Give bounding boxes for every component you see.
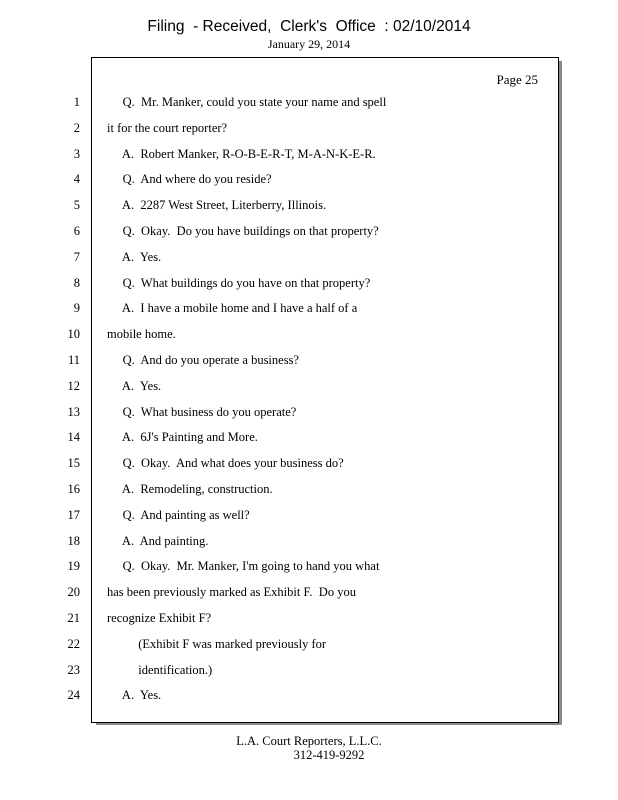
line-number: 3 (73, 147, 80, 161)
line-text: A. 6J's Painting and More. (107, 430, 258, 444)
line-number: 17 (67, 508, 80, 522)
line-number: 22 (67, 637, 80, 651)
line-number: 10 (67, 327, 80, 341)
line-text: A. 2287 West Street, Literberry, Illinois. (107, 198, 327, 212)
line-number: 4 (73, 172, 80, 186)
line-text: Q. Okay. And what does your business do? (107, 456, 344, 470)
line-text: Q. Okay. Mr. Manker, I'm going to hand you what (107, 559, 380, 573)
footer-phone: 312-419-9292 (293, 748, 365, 762)
footer-company: L.A. Court Reporters, L.L.C. (236, 734, 382, 748)
line-number: 1 (73, 95, 80, 109)
line-text: A. I have a mobile home and I have a half of a (107, 301, 358, 315)
line-text: A. Yes. (107, 688, 162, 702)
line-text: Q. And do you operate a business? (107, 353, 299, 367)
line-text: has been previously marked as Exhibit F. Do you (107, 585, 356, 599)
line-text: Q. And where do you reside? (107, 172, 272, 186)
line-text: Q. What business do you operate? (107, 405, 297, 419)
line-text: it for the court reporter? (107, 121, 228, 135)
line-number: 15 (67, 456, 80, 470)
line-number: 5 (73, 198, 80, 212)
line-text: Q. And painting as well? (107, 508, 250, 522)
line-number: 11 (67, 353, 80, 367)
line-text: A. Yes. (107, 250, 162, 264)
line-number: 24 (67, 688, 80, 702)
line-number: 16 (67, 482, 80, 496)
line-text: identification.) (107, 663, 213, 677)
line-number: 13 (67, 405, 80, 419)
line-number: 20 (67, 585, 80, 599)
line-text: Q. Mr. Manker, could you state your name and spell (107, 95, 387, 109)
line-text: A. Remodeling, construction. (107, 482, 273, 496)
line-text: (Exhibit F was marked previously for (107, 637, 327, 651)
line-number: 8 (73, 276, 80, 290)
page-number: Page 25 (496, 72, 538, 87)
line-number: 19 (67, 559, 80, 573)
line-text: recognize Exhibit F? (107, 611, 212, 625)
line-text: Q. What buildings do you have on that property? (107, 276, 371, 290)
line-text: mobile home. (107, 327, 176, 341)
line-number: 9 (73, 301, 80, 315)
line-text: A. Yes. (107, 379, 162, 393)
line-text: A. And painting. (107, 534, 209, 548)
line-number: 21 (67, 611, 80, 625)
line-number: 18 (67, 534, 80, 548)
line-number: 23 (67, 663, 80, 677)
line-text: Q. Okay. Do you have buildings on that property? (107, 224, 379, 238)
line-number: 2 (73, 121, 80, 135)
filing-stamp: Filing - Received, Clerk's Office : 02/10/2014 (147, 18, 471, 35)
line-number: 12 (67, 379, 80, 393)
line-number: 14 (67, 430, 80, 444)
line-number: 7 (73, 250, 80, 264)
line-text: A. Robert Manker, R-O-B-E-R-T, M-A-N-K-E-R. (107, 147, 376, 161)
line-number: 6 (73, 224, 80, 238)
transcript-date: January 29, 2014 (267, 37, 351, 51)
